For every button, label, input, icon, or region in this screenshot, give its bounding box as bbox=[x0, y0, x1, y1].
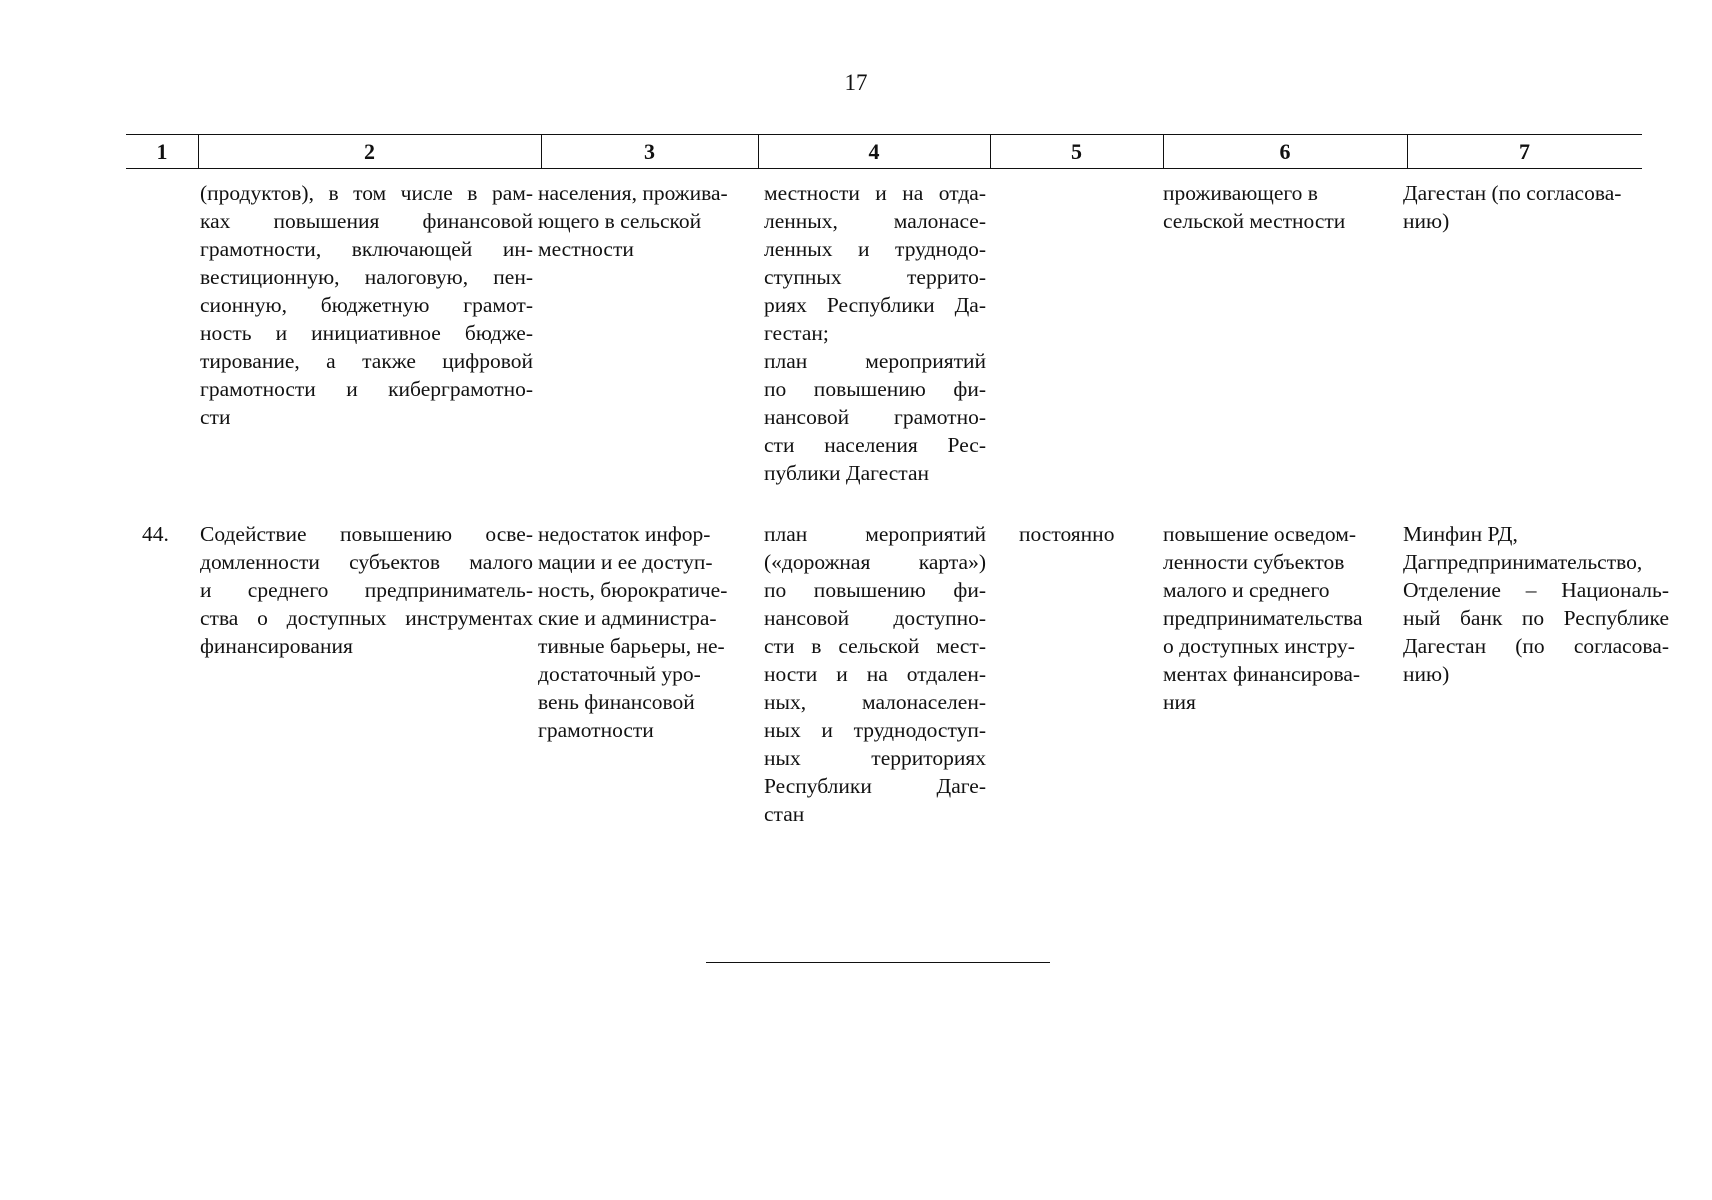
text-line: (продуктов), в том числе в рам- bbox=[200, 181, 533, 205]
row-44-col4 bbox=[764, 520, 986, 828]
text-line: сионную, бюджетную грамот- bbox=[200, 293, 533, 317]
column-header-1: 1 bbox=[156, 138, 168, 164]
text-line: ния bbox=[1163, 690, 1196, 714]
text-line: ментах финансирова- bbox=[1163, 662, 1361, 686]
text-line: ность, бюрократиче- bbox=[538, 578, 728, 602]
text-line: финансирования bbox=[200, 634, 353, 658]
text-line: вень финансовой bbox=[538, 690, 695, 714]
text-line: по повышению фи- bbox=[764, 377, 986, 401]
text-line: тирование, а также цифровой bbox=[200, 349, 533, 373]
text-line: проживающего в bbox=[1163, 181, 1318, 205]
text-line: нию) bbox=[1403, 662, 1450, 686]
column-header-3: 3 bbox=[644, 138, 655, 164]
text-line: о доступных инстру- bbox=[1163, 634, 1355, 658]
text-line: Дагестан (по согласова- bbox=[1403, 634, 1669, 658]
text-line: грамотности, включающей ин- bbox=[200, 237, 533, 261]
text-line: сти населения Рес- bbox=[764, 433, 986, 457]
text-line: нию) bbox=[1403, 209, 1450, 233]
text-line: грамотности bbox=[538, 718, 654, 742]
row-number: 44. bbox=[142, 522, 169, 546]
text-line: по повышению фи- bbox=[764, 578, 986, 602]
page-number: 17 bbox=[844, 70, 868, 95]
continuation-row-col3 bbox=[538, 179, 758, 263]
text-line: риях Республики Да- bbox=[764, 293, 986, 317]
text-line: ках повышения финансовой bbox=[200, 209, 533, 233]
text-line: нансовой доступно- bbox=[764, 606, 986, 630]
text-line: ющего в сельской bbox=[538, 209, 702, 233]
row-44-col2 bbox=[200, 520, 533, 660]
continuation-row-col7 bbox=[1403, 179, 1673, 235]
text-line: («дорожная карта») bbox=[764, 550, 986, 574]
text-line: недостаток инфор- bbox=[538, 522, 711, 546]
text-line: местности и на отда- bbox=[764, 181, 986, 205]
table-header-bottom-rule bbox=[126, 168, 1642, 169]
text-line: Дагпредпринимательство, bbox=[1403, 550, 1643, 574]
text-line: домленности субъектов малого bbox=[200, 550, 533, 574]
text-line: достаточный уро- bbox=[538, 662, 701, 686]
text-line: сти в сельской мест- bbox=[764, 634, 986, 658]
text-line: сти bbox=[200, 405, 231, 429]
text-line: ных, малонаселен- bbox=[764, 690, 986, 714]
text-line: предпринимательства bbox=[1163, 606, 1363, 630]
text-line: ный банк по Республике bbox=[1403, 606, 1669, 630]
continuation-row-col4 bbox=[764, 179, 986, 487]
text-line: грамотности и киберграмотно- bbox=[200, 377, 533, 401]
text-line: ленных и труднодо- bbox=[764, 237, 986, 261]
text-line: план мероприятий bbox=[764, 349, 986, 373]
text-line: вестиционную, налоговую, пен- bbox=[200, 265, 533, 289]
text-line: постоянно bbox=[1019, 522, 1115, 546]
text-line: местности bbox=[538, 237, 634, 261]
row-44-col3 bbox=[538, 520, 758, 744]
text-line: Республики Даге- bbox=[764, 774, 986, 798]
text-line: ных территориях bbox=[764, 746, 986, 770]
text-line: ленных, малонасе- bbox=[764, 209, 986, 233]
text-line: ступных террито- bbox=[764, 265, 986, 289]
text-line: Содействие повышению осве- bbox=[200, 522, 533, 546]
column-header-7: 7 bbox=[1519, 138, 1530, 164]
text-line: ства о доступных инструментах bbox=[200, 606, 533, 630]
column-header-2: 2 bbox=[364, 138, 375, 164]
text-line: план мероприятий bbox=[764, 522, 986, 546]
continuation-row-col6 bbox=[1163, 179, 1398, 235]
text-line: Дагестан (по согласова- bbox=[1403, 181, 1622, 205]
row-44-col5 bbox=[1019, 520, 1159, 548]
text-line: населения, прожива- bbox=[538, 181, 728, 205]
text-line: и среднего предприниматель- bbox=[200, 578, 533, 602]
text-line: мации и ее доступ- bbox=[538, 550, 713, 574]
continuation-row-col2 bbox=[200, 179, 533, 431]
column-header-5: 5 bbox=[1071, 138, 1082, 164]
text-line: публики Дагестан bbox=[764, 461, 930, 485]
text-line: ские и администра- bbox=[538, 606, 717, 630]
column-header-4: 4 bbox=[868, 138, 880, 164]
text-line: ленности субъектов bbox=[1163, 550, 1345, 574]
text-line: ных и труднодоступ- bbox=[764, 718, 986, 742]
text-line: тивные барьеры, не- bbox=[538, 634, 725, 658]
text-line: гестан; bbox=[764, 321, 829, 345]
text-line: Минфин РД, bbox=[1403, 522, 1518, 546]
text-line: Отделение – Националь- bbox=[1403, 578, 1669, 602]
text-line: повышение осведом- bbox=[1163, 522, 1357, 546]
text-line: ности и на отдален- bbox=[764, 662, 986, 686]
text-line: нансовой грамотно- bbox=[764, 405, 986, 429]
row-44-col6 bbox=[1163, 520, 1398, 716]
document-end-rule bbox=[706, 962, 1050, 963]
text-line: стан bbox=[764, 802, 805, 826]
table-header-top-rule bbox=[126, 134, 1642, 135]
column-header-6: 6 bbox=[1279, 138, 1291, 164]
text-line: ность и инициативное бюдже- bbox=[200, 321, 533, 345]
text-line: малого и среднего bbox=[1163, 578, 1330, 602]
row-44-col7 bbox=[1403, 520, 1669, 688]
text-line: сельской местности bbox=[1163, 209, 1346, 233]
